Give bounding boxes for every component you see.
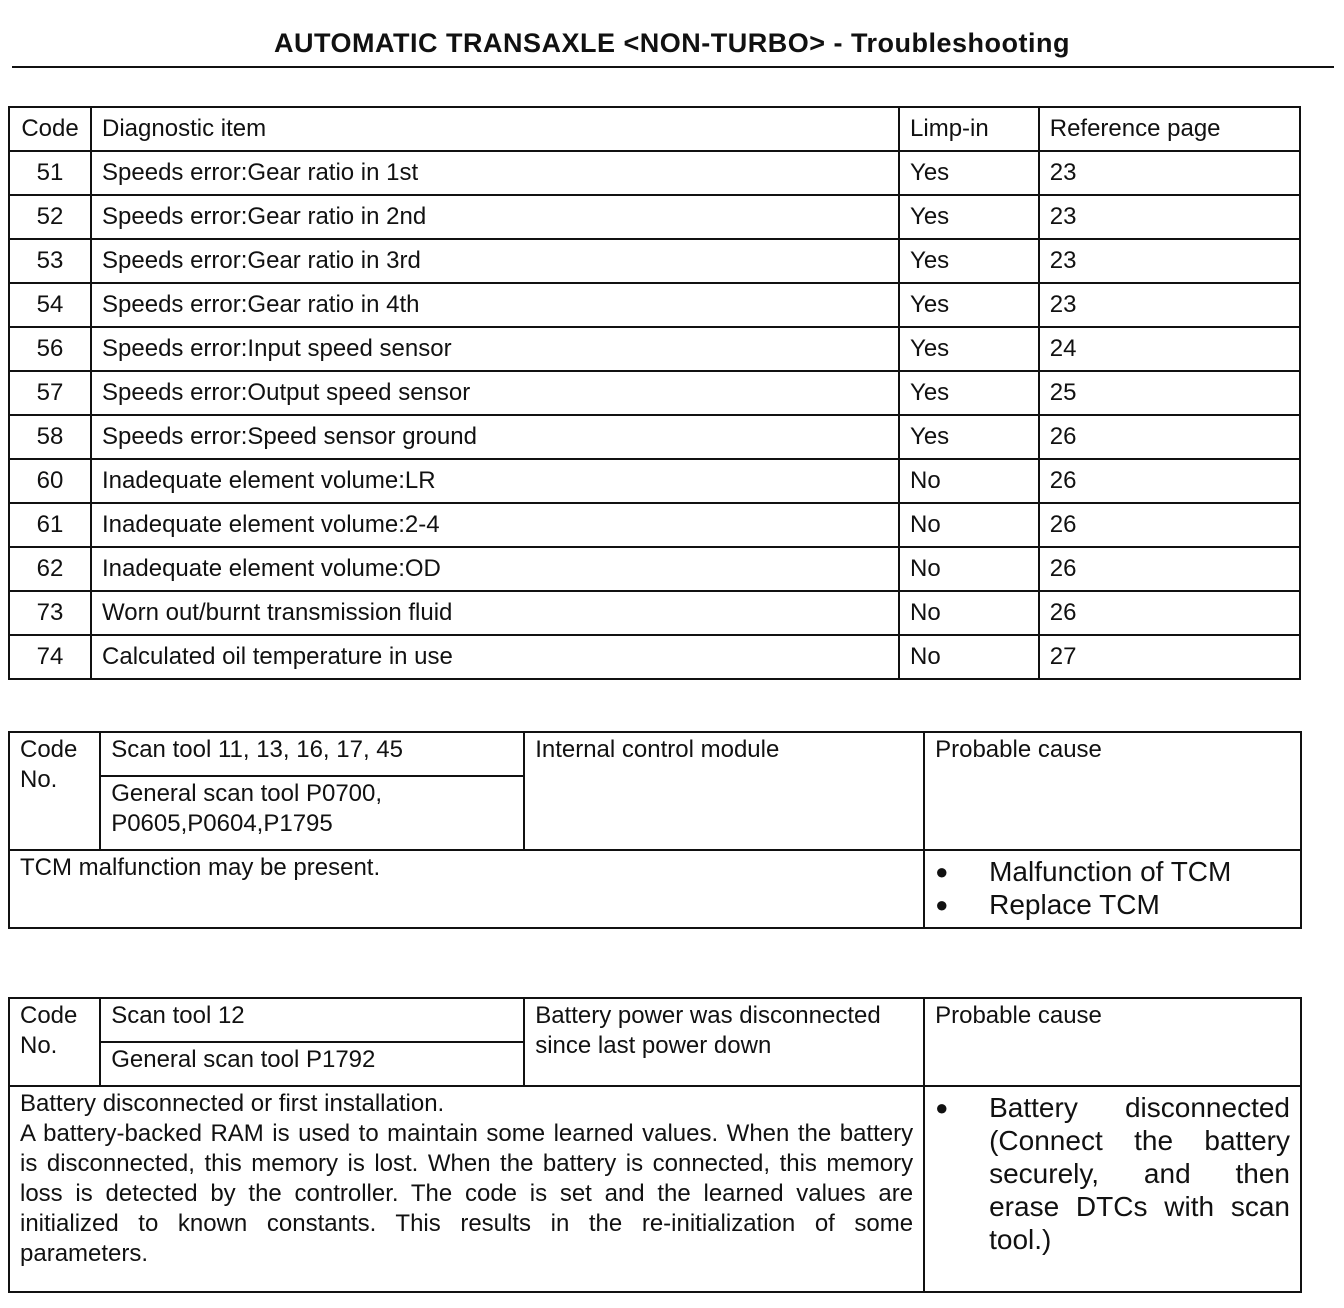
- diagnostic-item-cell: Speeds error:Gear ratio in 4th: [91, 283, 899, 327]
- diagnostic-item-cell: Speeds error:Input speed sensor: [91, 327, 899, 371]
- no-label: No.: [20, 766, 58, 793]
- diagnostic-item-cell: Calculated oil temperature in use: [91, 635, 899, 679]
- code-label: Code: [20, 1002, 78, 1029]
- scan-tool-codes: Scan tool 12: [100, 998, 524, 1042]
- probable-cause-label: Probable cause: [924, 732, 1301, 850]
- reference-page-cell: 26: [1039, 503, 1300, 547]
- table-row: [9, 415, 1300, 459]
- diagnostic-item-cell: Worn out/burnt transmission fluid: [91, 591, 899, 635]
- limp-in-cell: Yes: [899, 239, 1039, 283]
- table-row: [9, 283, 1300, 327]
- code-no-label: [9, 732, 100, 850]
- code-cell: 73: [9, 591, 91, 635]
- reference-page-cell: 23: [1039, 283, 1300, 327]
- diagnostic-item-cell: Speeds error:Gear ratio in 2nd: [91, 195, 899, 239]
- reference-page-cell: 27: [1039, 635, 1300, 679]
- limp-in-cell: Yes: [899, 415, 1039, 459]
- limp-in-cell: Yes: [899, 283, 1039, 327]
- diagnostic-item-cell: Inadequate element volume:2-4: [91, 503, 899, 547]
- code-description: Internal control module: [524, 732, 924, 850]
- code-label: Code: [20, 736, 78, 763]
- list-item: ● Malfunction of TCM: [935, 855, 1290, 888]
- limp-in-cell: No: [899, 635, 1039, 679]
- code-block-internal-control-module: [8, 731, 1302, 929]
- probable-cause-list-cell: [924, 850, 1301, 928]
- code-cell: 53: [9, 239, 91, 283]
- diagnostic-item-cell: Speeds error:Gear ratio in 1st: [91, 151, 899, 195]
- code-cell: 57: [9, 371, 91, 415]
- code-cell: 61: [9, 503, 91, 547]
- detail-text: [9, 1086, 924, 1292]
- reference-page-cell: 26: [1039, 415, 1300, 459]
- general-scan-tool-codes: General scan tool P0700, P0605,P0604,P1795: [100, 776, 524, 850]
- code-cell: 52: [9, 195, 91, 239]
- table-row: [9, 591, 1300, 635]
- header-diagnostic-item: Diagnostic item: [91, 107, 899, 151]
- probable-cause-list-cell: [924, 1086, 1301, 1292]
- list-item: ● Battery disconnected (Connect the battery securely, and then erase DTCs with scan tool.): [935, 1091, 1290, 1256]
- table-row: [9, 195, 1300, 239]
- table-row: [9, 503, 1300, 547]
- code-no-label: [9, 998, 100, 1086]
- table-row: [9, 239, 1300, 283]
- diagnostic-item-cell: Inadequate element volume:LR: [91, 459, 899, 503]
- table-row: [9, 371, 1300, 415]
- limp-in-cell: No: [899, 547, 1039, 591]
- reference-page-cell: 26: [1039, 591, 1300, 635]
- page-title: AUTOMATIC TRANSAXLE <NON-TURBO> - Troubleshooting: [274, 28, 1070, 58]
- general-scan-tool-codes: General scan tool P1792: [100, 1042, 524, 1086]
- diagnostic-item-cell: Inadequate element volume:OD: [91, 547, 899, 591]
- reference-page-cell: 24: [1039, 327, 1300, 371]
- header-limp-in: Limp-in: [899, 107, 1039, 151]
- code-description: Battery power was disconnected since last power down: [524, 998, 924, 1086]
- table-row: [9, 327, 1300, 371]
- reference-page-cell: 23: [1039, 195, 1300, 239]
- probable-cause-label: Probable cause: [924, 998, 1301, 1086]
- reference-page-cell: 26: [1039, 459, 1300, 503]
- table-row: [9, 459, 1300, 503]
- diagnostic-item-cell: Speeds error:Output speed sensor: [91, 371, 899, 415]
- scan-tool-codes: Scan tool 11, 13, 16, 17, 45: [100, 732, 524, 776]
- code-cell: 54: [9, 283, 91, 327]
- table-row: [9, 151, 1300, 195]
- reference-page-cell: 26: [1039, 547, 1300, 591]
- limp-in-cell: Yes: [899, 151, 1039, 195]
- list-item: ● Replace TCM: [935, 888, 1290, 921]
- code-cell: 58: [9, 415, 91, 459]
- diagnostic-item-cell: Speeds error:Speed sensor ground: [91, 415, 899, 459]
- limp-in-cell: Yes: [899, 195, 1039, 239]
- diagnostic-table: [8, 106, 1301, 680]
- detail-text: TCM malfunction may be present.: [9, 850, 924, 928]
- limp-in-cell: No: [899, 503, 1039, 547]
- table-header-row: [9, 107, 1300, 151]
- code-cell: 51: [9, 151, 91, 195]
- code-cell: 60: [9, 459, 91, 503]
- code-cell: 56: [9, 327, 91, 371]
- probable-cause-list: [935, 1091, 1290, 1256]
- header-code: Code: [9, 107, 91, 151]
- code-block-battery-disconnected: [8, 997, 1302, 1293]
- reference-page-cell: 23: [1039, 151, 1300, 195]
- diagnostic-item-cell: Speeds error:Gear ratio in 3rd: [91, 239, 899, 283]
- limp-in-cell: No: [899, 591, 1039, 635]
- table-row: [9, 635, 1300, 679]
- reference-page-cell: 23: [1039, 239, 1300, 283]
- limp-in-cell: No: [899, 459, 1039, 503]
- detail-line-2: A battery-backed RAM is used to maintain some learned values. When the battery is disconnected, this memory is lost. When the battery is connected, this memory loss is detected by the controller. The code is set and the learned values are initialized to known constants. This results in the re-initialization of some parameters.: [20, 1120, 914, 1267]
- code-cell: 62: [9, 547, 91, 591]
- no-label: No.: [20, 1032, 58, 1059]
- limp-in-cell: Yes: [899, 327, 1039, 371]
- detail-line-1: Battery disconnected or first installation.: [20, 1090, 445, 1117]
- title-rule: [12, 66, 1334, 68]
- reference-page-cell: 25: [1039, 371, 1300, 415]
- table-row: [9, 547, 1300, 591]
- header-reference-page: Reference page: [1039, 107, 1300, 151]
- code-cell: 74: [9, 635, 91, 679]
- limp-in-cell: Yes: [899, 371, 1039, 415]
- probable-cause-list: [935, 855, 1290, 921]
